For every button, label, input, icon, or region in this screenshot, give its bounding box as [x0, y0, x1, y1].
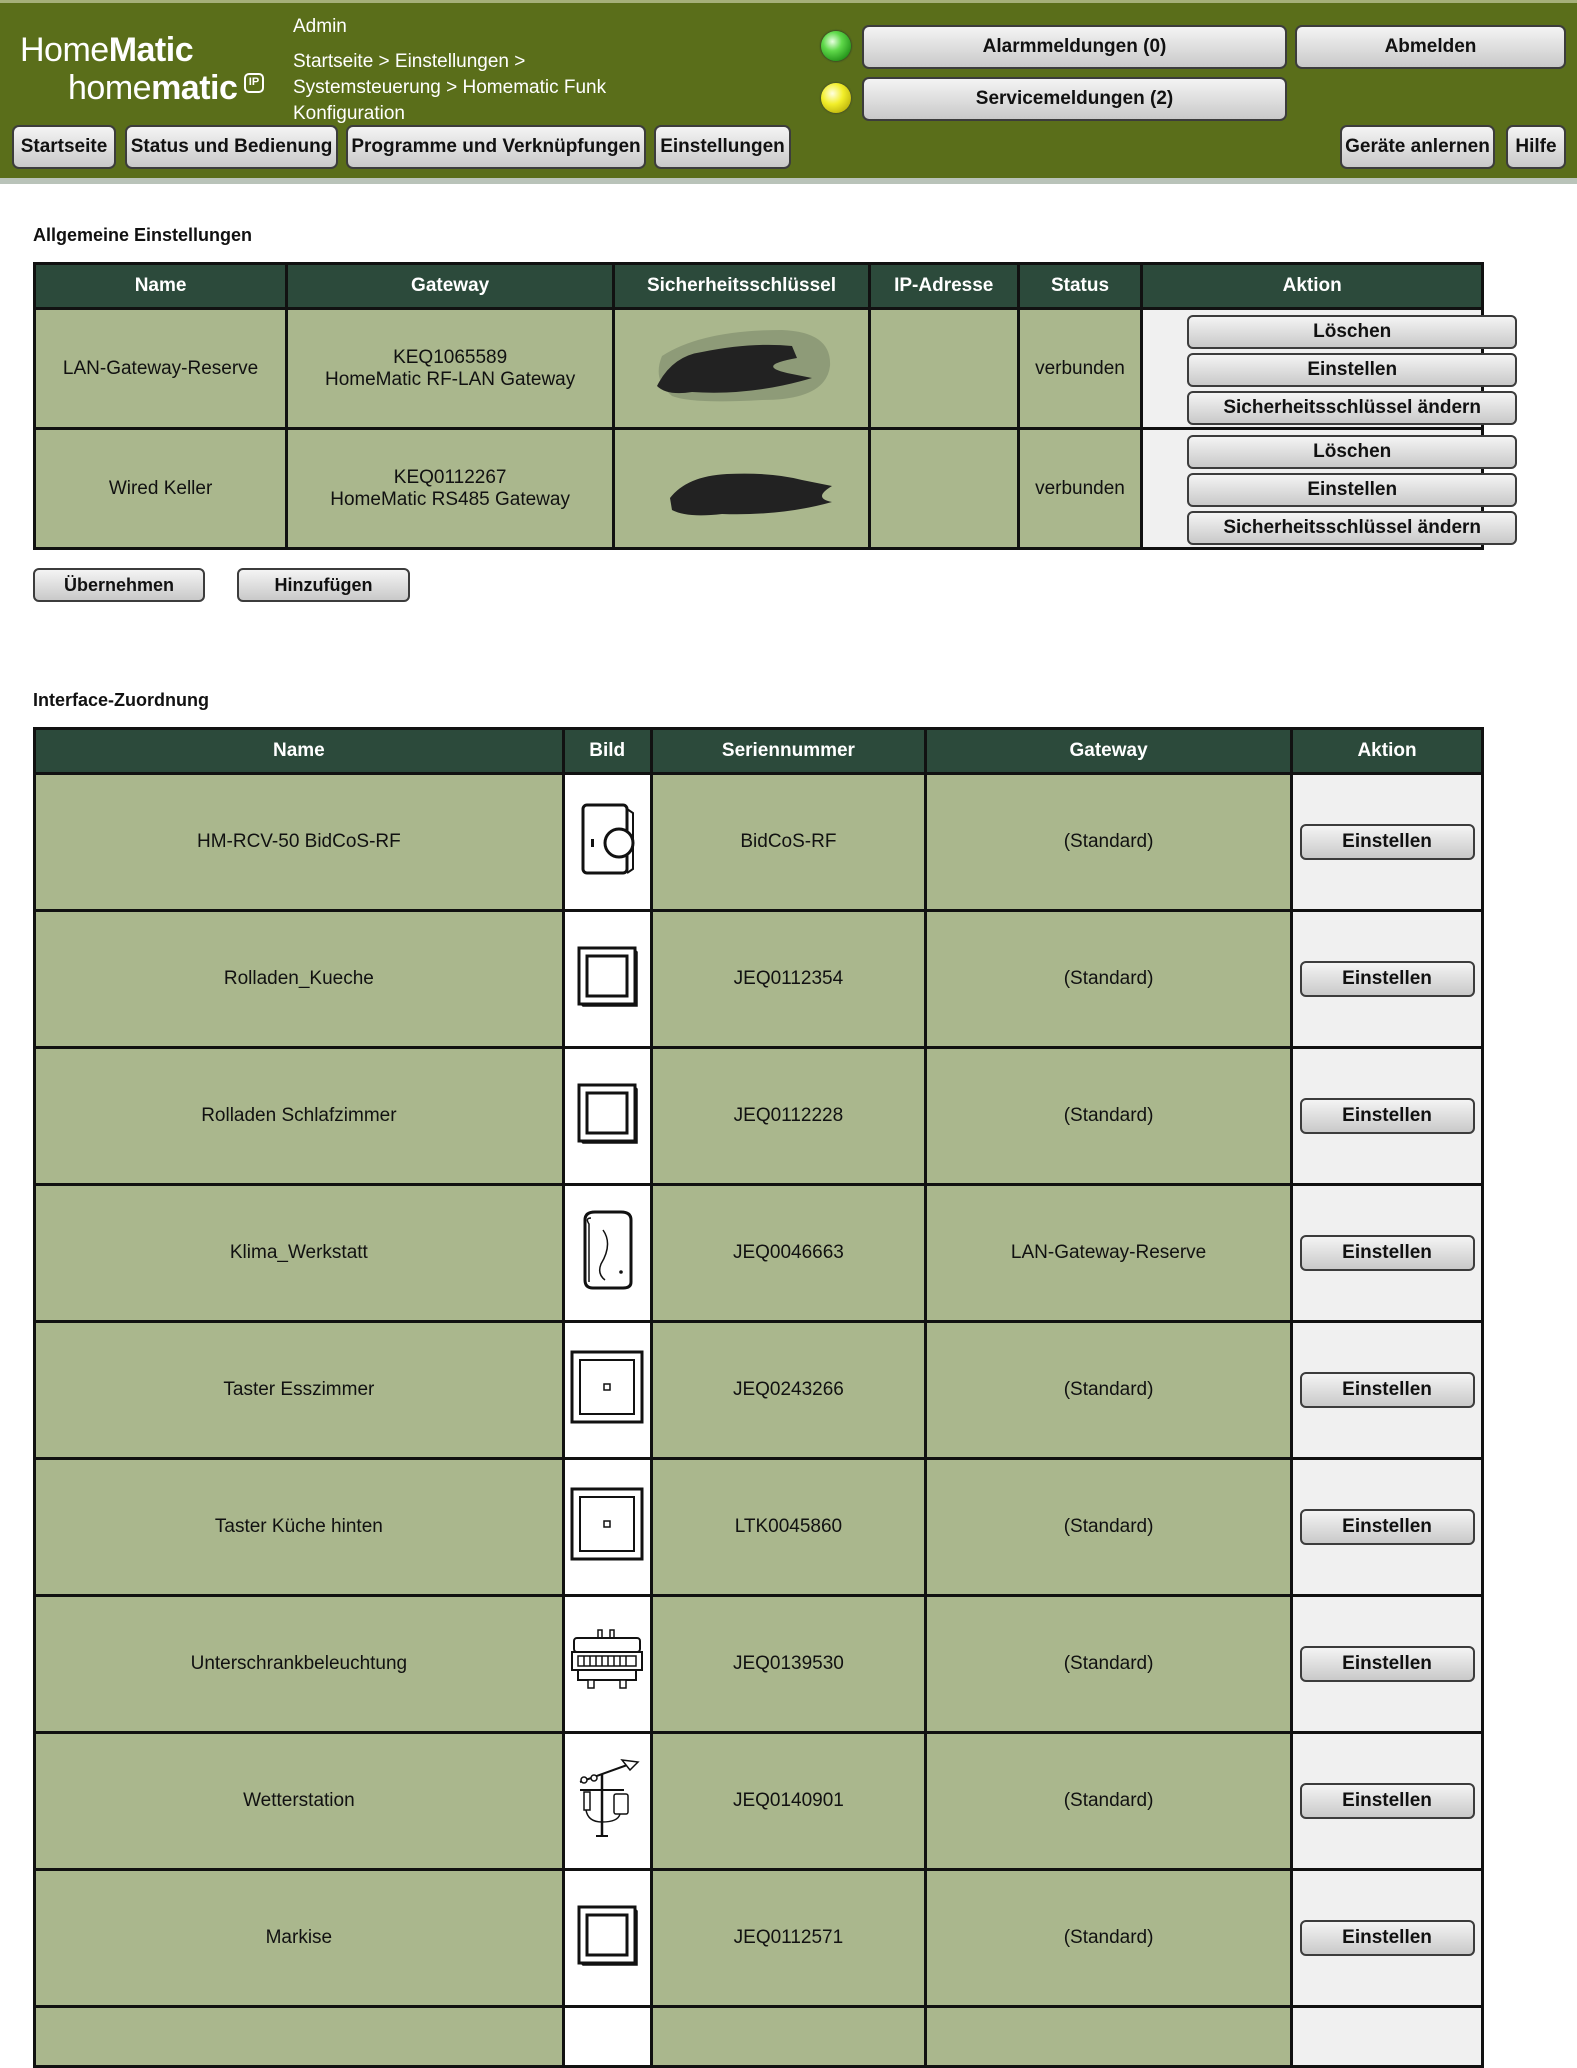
- device-gateway: (Standard): [926, 1322, 1292, 1459]
- device-image-cell: [563, 1733, 651, 1870]
- gateway-info: [287, 429, 614, 549]
- table-row: [35, 1733, 1483, 1870]
- configure-button[interactable]: Einstellen: [1300, 1509, 1475, 1545]
- action-cell: [1292, 911, 1483, 1048]
- device-gateway: (Standard): [926, 911, 1292, 1048]
- configure-button[interactable]: Einstellen: [1300, 1235, 1475, 1271]
- device-serial: LTK0045860: [651, 1459, 925, 1596]
- alarm-status-led-icon: [821, 31, 851, 61]
- device-image-cell: [563, 2007, 651, 2067]
- gateway-type: HomeMatic RS485 Gateway: [330, 488, 570, 510]
- nav-settings-button[interactable]: Einstellungen: [654, 125, 791, 169]
- nav-status-button[interactable]: Status und Bedienung: [125, 125, 338, 169]
- device-name: Taster Esszimmer: [35, 1322, 564, 1459]
- device-serial: JEQ0112354: [651, 911, 925, 1048]
- add-gateway-button[interactable]: Hinzufügen: [237, 568, 410, 602]
- flush-switch-icon: [575, 1081, 639, 1145]
- change-key-button[interactable]: Sicherheitsschlüssel ändern: [1187, 391, 1517, 425]
- action-cell: [1292, 1048, 1483, 1185]
- climate-sensor-icon: [575, 1208, 639, 1292]
- gateway-name: Wired Keller: [35, 429, 287, 549]
- service-messages-button[interactable]: Servicemeldungen (2): [862, 77, 1287, 121]
- configure-button[interactable]: Einstellen: [1187, 353, 1517, 387]
- device-image-cell: [563, 911, 651, 1048]
- col-serial: Seriennummer: [651, 729, 925, 774]
- device-gateway: (Standard): [926, 774, 1292, 911]
- gateway-serial: KEQ1065589: [393, 346, 508, 368]
- table-row: [35, 911, 1483, 1048]
- configure-button[interactable]: Einstellen: [1300, 1098, 1475, 1134]
- security-key-cell: [614, 309, 870, 429]
- device-gateway: (Standard): [926, 1596, 1292, 1733]
- device-gateway: (Standard): [926, 1459, 1292, 1596]
- device-image-cell: [563, 1185, 651, 1322]
- table-row: [35, 1322, 1483, 1459]
- nav-home-button[interactable]: Startseite: [12, 125, 116, 169]
- gateway-status: verbunden: [1018, 309, 1142, 429]
- configure-button[interactable]: Einstellen: [1300, 1646, 1475, 1682]
- interface-assignment-title: Interface-Zuordnung: [33, 690, 209, 710]
- action-cell: [1292, 1322, 1483, 1459]
- flush-switch-icon: [575, 944, 639, 1008]
- device-serial: JEQ0139530: [651, 1596, 925, 1733]
- ip-address: [869, 309, 1018, 429]
- col-action: Aktion: [1292, 729, 1483, 774]
- col-image: Bild: [563, 729, 651, 774]
- general-settings-title: Allgemeine Einstellungen: [33, 225, 253, 245]
- logo-homematic: HomeMatic: [20, 31, 194, 69]
- configure-button[interactable]: Einstellen: [1300, 961, 1475, 997]
- gateway-serial: KEQ0112267: [393, 466, 507, 488]
- action-cell: [1292, 1870, 1483, 2007]
- nav-help-button[interactable]: Hilfe: [1506, 125, 1566, 169]
- ip-address: [869, 429, 1018, 549]
- device-name: Wetterstation: [35, 1733, 564, 1870]
- din-rail-dimmer-icon: [568, 1626, 646, 1696]
- redacted-key-icon: [632, 316, 852, 416]
- action-cell: [1292, 2007, 1483, 2067]
- device-name: [35, 2007, 564, 2067]
- device-serial: JEQ0112571: [651, 1870, 925, 2007]
- configure-button[interactable]: Einstellen: [1300, 1783, 1475, 1819]
- service-status-led-icon: [821, 83, 851, 113]
- device-image-cell: [563, 1596, 651, 1733]
- device-name: Rolladen_Kueche: [35, 911, 564, 1048]
- col-gateway: Gateway: [926, 729, 1292, 774]
- gateway-type: HomeMatic RF-LAN Gateway: [325, 368, 576, 390]
- device-name: Markise: [35, 1870, 564, 2007]
- current-user: Admin: [293, 16, 347, 37]
- col-ip-address: IP-Adresse: [869, 264, 1018, 309]
- delete-button[interactable]: Löschen: [1187, 315, 1517, 349]
- device-name: Klima_Werkstatt: [35, 1185, 564, 1322]
- table-row: [35, 1185, 1483, 1322]
- device-name: Rolladen Schlafzimmer: [35, 1048, 564, 1185]
- device-name: HM-RCV-50 BidCoS-RF: [35, 774, 564, 911]
- device-gateway: LAN-Gateway-Reserve: [926, 1185, 1292, 1322]
- gateway-info: [287, 309, 614, 429]
- device-serial: JEQ0046663: [651, 1185, 925, 1322]
- device-gateway: [926, 2007, 1292, 2067]
- logout-button[interactable]: Abmelden: [1295, 25, 1566, 69]
- table-row: [35, 2007, 1483, 2067]
- gateway-table-header: [35, 264, 1483, 309]
- device-gateway: (Standard): [926, 1870, 1292, 2007]
- table-row: [35, 309, 1483, 429]
- change-key-button[interactable]: Sicherheitsschlüssel ändern: [1187, 511, 1517, 545]
- action-cell: [1142, 309, 1483, 429]
- device-serial: JEQ0140901: [651, 1733, 925, 1870]
- alarm-messages-button[interactable]: Alarmmeldungen (0): [862, 25, 1287, 69]
- ip-badge-icon: IP: [244, 73, 264, 93]
- table-row: [35, 1870, 1483, 2007]
- logo-homematic-ip: homematic: [68, 69, 238, 107]
- device-serial: JEQ0243266: [651, 1322, 925, 1459]
- gateway-name: LAN-Gateway-Reserve: [35, 309, 287, 429]
- wall-button-icon: [568, 1348, 646, 1426]
- wall-button-icon: [568, 1485, 646, 1563]
- col-security-key: Sicherheitsschlüssel: [614, 264, 870, 309]
- interface-table: [33, 727, 1484, 2068]
- col-name: Name: [35, 264, 287, 309]
- device-name: Taster Küche hinten: [35, 1459, 564, 1596]
- col-action: Aktion: [1142, 264, 1483, 309]
- nav-learn-devices-button[interactable]: Geräte anlernen: [1340, 125, 1495, 169]
- configure-button[interactable]: Einstellen: [1187, 473, 1517, 507]
- redacted-key-icon: [632, 436, 852, 536]
- delete-button[interactable]: Löschen: [1187, 435, 1517, 469]
- action-buttons: [1187, 433, 1482, 545]
- col-status: Status: [1018, 264, 1142, 309]
- col-name: Name: [35, 729, 564, 774]
- apply-button[interactable]: Übernehmen: [33, 568, 205, 602]
- breadcrumb: Startseite > Einstellungen > Systemsteuerung > Homematic Funk Konfiguration: [293, 51, 607, 124]
- table-row: [35, 774, 1483, 911]
- configure-button[interactable]: Einstellen: [1300, 824, 1475, 860]
- action-cell: [1292, 1596, 1483, 1733]
- top-bar: [0, 0, 1577, 184]
- device-image-cell: [563, 1870, 651, 2007]
- virtual-remote-icon: [575, 799, 639, 879]
- configure-button[interactable]: Einstellen: [1300, 1372, 1475, 1408]
- action-cell: [1292, 1459, 1483, 1596]
- action-cell: [1142, 429, 1483, 549]
- device-serial: BidCoS-RF: [651, 774, 925, 911]
- action-cell: [1292, 774, 1483, 911]
- action-cell: [1292, 1185, 1483, 1322]
- table-row: [35, 1596, 1483, 1733]
- weather-station-icon: [572, 1756, 642, 1840]
- device-gateway: (Standard): [926, 1048, 1292, 1185]
- table-row: [35, 1048, 1483, 1185]
- flush-switch-icon: [575, 1903, 639, 1967]
- action-buttons: [1187, 313, 1482, 425]
- device-image-cell: [563, 1048, 651, 1185]
- device-image-cell: [563, 1322, 651, 1459]
- device-name: Unterschrankbeleuchtung: [35, 1596, 564, 1733]
- col-gateway: Gateway: [287, 264, 614, 309]
- device-serial: [651, 2007, 925, 2067]
- device-image-cell: [563, 774, 651, 911]
- table-row: [35, 429, 1483, 549]
- configure-button[interactable]: Einstellen: [1300, 1920, 1475, 1956]
- security-key-cell: [614, 429, 870, 549]
- interface-table-header: [35, 729, 1483, 774]
- device-serial: JEQ0112228: [651, 1048, 925, 1185]
- nav-programs-button[interactable]: Programme und Verknüpfungen: [346, 125, 646, 169]
- device-image-cell: [563, 1459, 651, 1596]
- table-row: [35, 1459, 1483, 1596]
- action-cell: [1292, 1733, 1483, 1870]
- gateway-status: verbunden: [1018, 429, 1142, 549]
- gateway-table: [33, 262, 1484, 550]
- device-gateway: (Standard): [926, 1733, 1292, 1870]
